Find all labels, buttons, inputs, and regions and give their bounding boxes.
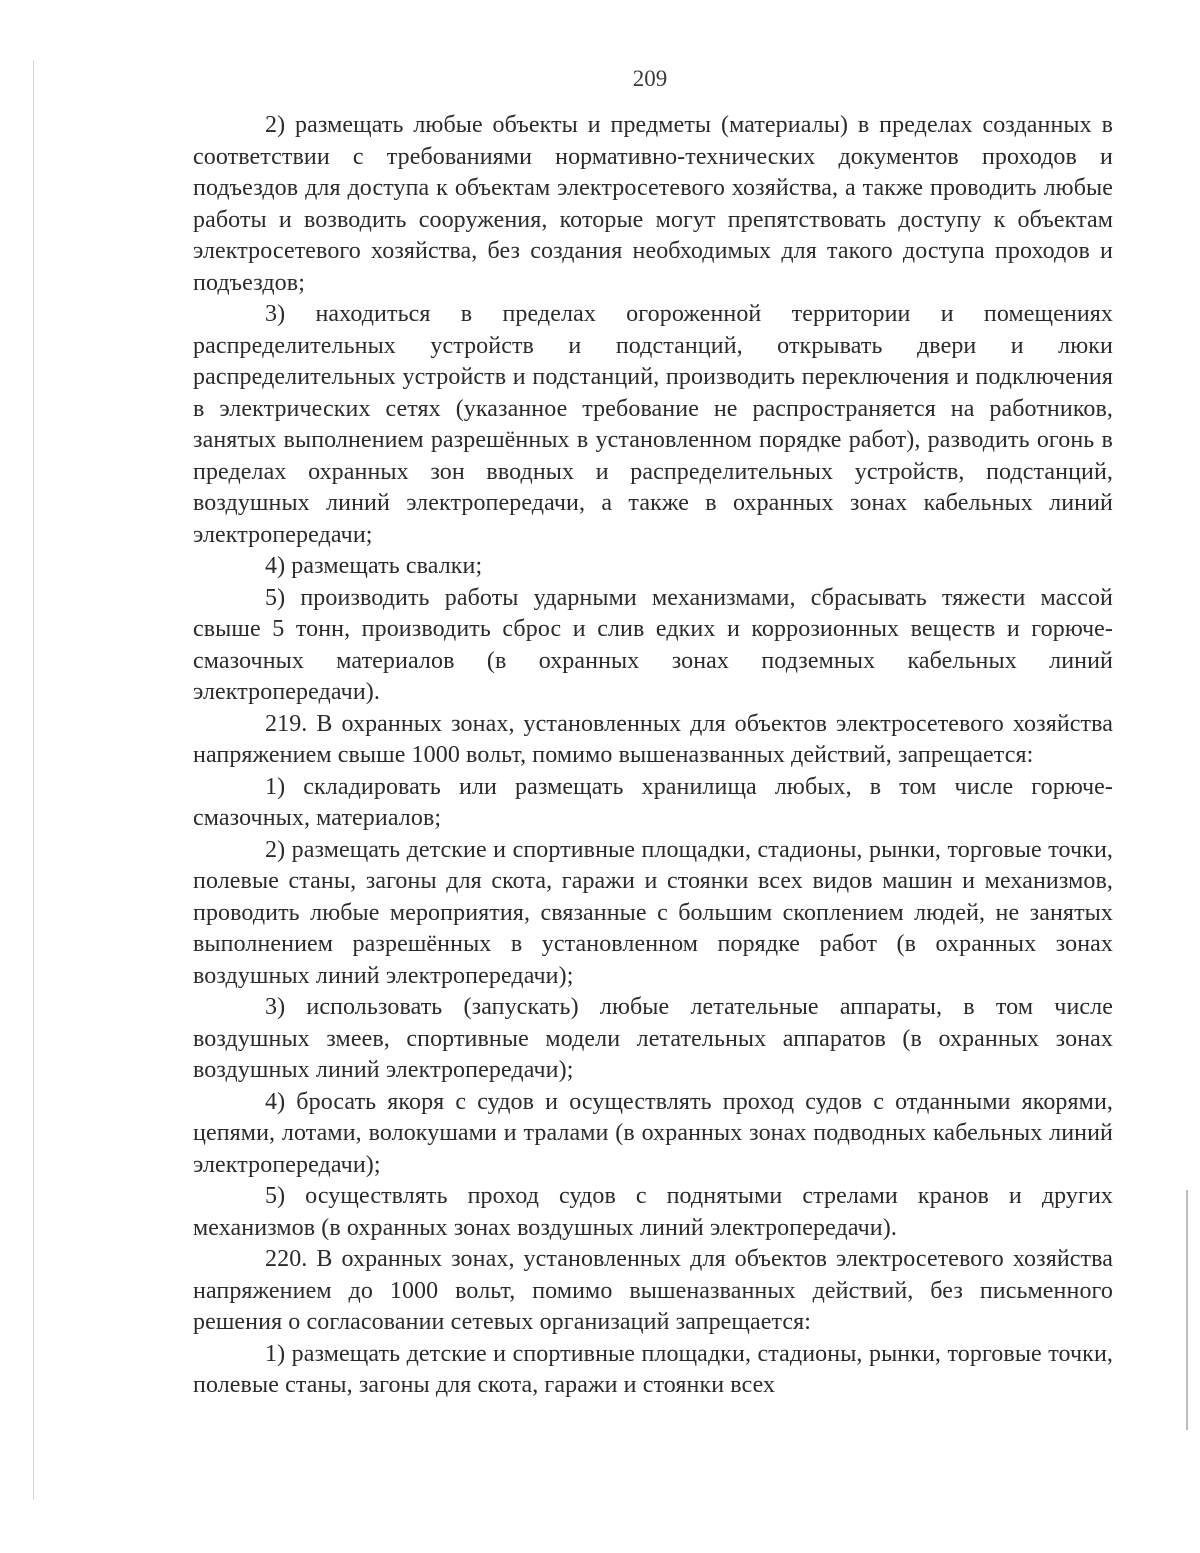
paragraph-item-3-territory: 3) находиться в пределах огороженной территории и помещениях распределительных устройств и подстанций, открывать двери и люки распределительных устройств и подстанций, производить переключения и подключения в электрических сетях (указанное требование не распространяется на работников, занятых выполнением разрешённых в установленном порядке работ), разводить огонь в пределах охранных зон вводных и распределительных устройств, подстанций, воздушных линий электропередачи, а также в охранных зонах кабельных линий электропередачи; bbox=[193, 301, 1113, 548]
paragraph-219-item-4-anchors: 4) бросать якоря с судов и осуществлять проход судов с отданными якорями, цепями, лотами, волокушами и тралами (в охранных зонах подводных кабельных линий электропередачи); bbox=[193, 1088, 1113, 1178]
document-body bbox=[193, 110, 1113, 1402]
scan-edge-right bbox=[1186, 1190, 1188, 1430]
paragraph-item-2-objects: 2) размещать любые объекты и предметы (материалы) в пределах созданных в соответствии с требованиями нормативно-технических документов проходов и подъездов для доступа к объектам электросетевого хозяйства, а также проводить любые работы и возводить сооружения, которые могут препятствовать доступу к объектам электросетевого хозяйства, без создания необходимых для такого доступа проходов и подъездов; bbox=[193, 112, 1113, 296]
paragraph-item-4-dumps: 4) размещать свалки; bbox=[265, 553, 483, 579]
paragraph-219-item-3-aircraft: 3) использовать (запускать) любые летательные аппараты, в том числе воздушных змеев, спортивные модели летательных аппаратов (в охранных зонах воздушных линий электропередачи); bbox=[193, 994, 1113, 1083]
paragraph-section-219: 219. В охранных зонах, установленных для объектов электросетевого хозяйства напряжением свыше 1000 вольт, помимо вышеназванных действий, запрещается: bbox=[193, 710, 1113, 768]
paragraph-219-item-1-storage: 1) складировать или размещать хранилища любых, в том числе горюче-смазочных, материалов; bbox=[193, 773, 1113, 831]
paragraph-219-item-2-playgrounds: 2) размещать детские и спортивные площадки, стадионы, рынки, торговые точки, полевые станы, загоны для скота, гаражи и стоянки всех видов машин и механизмов, проводить любые мероприятия, связанные с большим скоплением людей, не занятых выполнением разрешённых в установленном порядке работ (в охранных зонах воздушных линий электропередачи); bbox=[193, 836, 1113, 989]
paragraph-220-item-1-playgrounds: 1) размещать детские и спортивные площадки, стадионы, рынки, торговые точки, полевые станы, загоны для скота, гаражи и стоянки всех bbox=[193, 1340, 1113, 1398]
paragraph-section-220: 220. В охранных зонах, установленных для объектов электросетевого хозяйства напряжением до 1000 вольт, помимо вышеназванных действий, без письменного решения о согласовании сетевых организаций запрещается: bbox=[193, 1246, 1113, 1335]
scan-edge-left bbox=[33, 60, 34, 1500]
page-number: 209 bbox=[632, 66, 668, 91]
paragraph-item-5-impact-works: 5) производить работы ударными механизмами, сбрасывать тяжести массой свыше 5 тонн, производить сброс и слив едких и коррозионных веществ и горюче-смазочных материалов (в охранных зонах подземных кабельных линий электропередачи). bbox=[193, 584, 1113, 705]
paragraph-219-item-5-vessels: 5) осуществлять проход судов с поднятыми стрелами кранов и других механизмов (в охранных зонах воздушных линий электропередачи). bbox=[193, 1183, 1113, 1241]
